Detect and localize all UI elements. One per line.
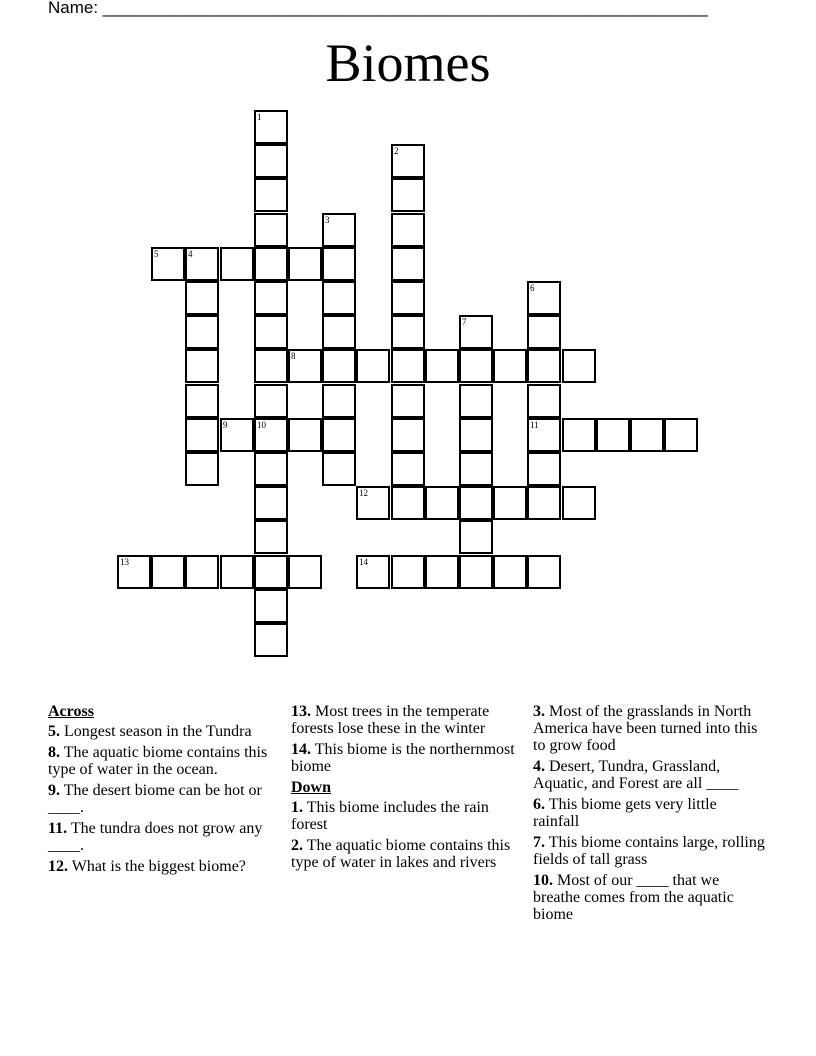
crossword-cell[interactable] xyxy=(425,555,459,589)
crossword-cell[interactable] xyxy=(117,555,151,589)
clue-across-13: 13. Most trees in the temperate forests lose these in the winter xyxy=(291,703,490,737)
crossword-cell[interactable] xyxy=(185,384,219,418)
crossword-cell[interactable] xyxy=(391,178,425,212)
crossword-cell[interactable] xyxy=(254,418,288,452)
crossword-cell[interactable] xyxy=(459,452,493,486)
crossword-cell[interactable] xyxy=(527,486,561,520)
crossword-cell[interactable] xyxy=(254,623,288,657)
crossword-cell[interactable] xyxy=(322,247,356,281)
name-field-label: Name: ________________________________________________________________ xyxy=(48,0,708,17)
crossword-cell[interactable] xyxy=(288,418,322,452)
crossword-cell[interactable] xyxy=(356,349,390,383)
crossword-cell[interactable] xyxy=(254,213,288,247)
crossword-cell[interactable] xyxy=(254,520,288,554)
crossword-cell[interactable] xyxy=(527,349,561,383)
crossword-cell[interactable] xyxy=(220,247,254,281)
crossword-cell[interactable] xyxy=(391,281,425,315)
crossword-cell[interactable] xyxy=(562,486,596,520)
clue-down-6: 6. This biome gets very little rainfall xyxy=(533,796,717,830)
crossword-cell[interactable] xyxy=(391,384,425,418)
clue-number: 3 xyxy=(325,215,330,225)
crossword-cell[interactable] xyxy=(459,520,493,554)
crossword-cell[interactable] xyxy=(322,349,356,383)
crossword-cell[interactable] xyxy=(425,486,459,520)
clue-number: 13 xyxy=(120,557,129,567)
crossword-cell[interactable] xyxy=(220,555,254,589)
crossword-cell[interactable] xyxy=(185,452,219,486)
crossword-cell[interactable] xyxy=(185,281,219,315)
clue-down-1: 1. This biome includes the rain forest xyxy=(291,799,489,833)
crossword-cell[interactable] xyxy=(527,555,561,589)
crossword-cell[interactable] xyxy=(356,555,390,589)
clue-number: 14 xyxy=(359,557,368,567)
crossword-cell[interactable] xyxy=(459,555,493,589)
crossword-cell[interactable] xyxy=(254,281,288,315)
crossword-cell[interactable] xyxy=(391,213,425,247)
crossword-cell[interactable] xyxy=(220,418,254,452)
crossword-cell[interactable] xyxy=(322,384,356,418)
crossword-cell[interactable] xyxy=(391,315,425,349)
crossword-cell[interactable] xyxy=(391,486,425,520)
crossword-cell[interactable] xyxy=(288,349,322,383)
crossword-cell[interactable] xyxy=(185,555,219,589)
crossword-cell[interactable] xyxy=(322,452,356,486)
crossword-cell[interactable] xyxy=(185,315,219,349)
crossword-cell[interactable] xyxy=(254,452,288,486)
crossword-cell[interactable] xyxy=(151,555,185,589)
crossword-cell[interactable] xyxy=(493,349,527,383)
clue-number: 2 xyxy=(394,146,399,156)
clue-down-2: 2. The aquatic biome contains this type of water in lakes and rivers xyxy=(291,837,511,871)
clue-down-3: 3. Most of the grasslands in North America have been turned into this to grow food xyxy=(533,703,758,754)
crossword-cell[interactable] xyxy=(151,247,185,281)
crossword-cell[interactable] xyxy=(459,418,493,452)
crossword-cell[interactable] xyxy=(254,247,288,281)
crossword-cell[interactable] xyxy=(322,281,356,315)
crossword-cell[interactable] xyxy=(391,555,425,589)
crossword-cell[interactable] xyxy=(391,452,425,486)
crossword-cell[interactable] xyxy=(459,315,493,349)
clue-number: 4 xyxy=(188,249,193,259)
crossword-cell[interactable] xyxy=(493,486,527,520)
crossword-cell[interactable] xyxy=(630,418,664,452)
clue-across-14: 14. This biome is the northernmost biome xyxy=(291,741,515,775)
clue-across-12: 12. What is the biggest biome? xyxy=(48,858,246,875)
clue-number: 6 xyxy=(530,283,535,293)
clue-down-10: 10. Most of our ____ that we breathe comes from the aquatic biome xyxy=(533,872,734,923)
clue-across-8: 8. The aquatic biome contains this type of water in the ocean. xyxy=(48,744,268,778)
crossword-cell[interactable] xyxy=(459,384,493,418)
crossword-cell[interactable] xyxy=(254,110,288,144)
crossword-cell[interactable] xyxy=(391,144,425,178)
crossword-cell[interactable] xyxy=(527,418,561,452)
clue-number: 9 xyxy=(223,420,228,430)
crossword-cell[interactable] xyxy=(391,349,425,383)
down-heading: Down xyxy=(291,779,332,796)
clue-across-5: 5. Longest season in the Tundra xyxy=(48,723,252,740)
crossword-cell[interactable] xyxy=(254,349,288,383)
crossword-cell[interactable] xyxy=(254,178,288,212)
clue-number: 12 xyxy=(359,488,368,498)
clue-number: 7 xyxy=(462,317,467,327)
crossword-cell[interactable] xyxy=(664,418,698,452)
crossword-cell[interactable] xyxy=(288,247,322,281)
clue-column-3 xyxy=(533,703,765,927)
crossword-cell[interactable] xyxy=(322,213,356,247)
clue-number: 10 xyxy=(257,420,266,430)
clue-number: 5 xyxy=(154,249,159,259)
clue-number: 8 xyxy=(291,351,296,361)
clue-number: 1 xyxy=(257,112,262,122)
clue-column-1 xyxy=(48,703,280,879)
crossword-cell[interactable] xyxy=(391,247,425,281)
crossword-cell[interactable] xyxy=(254,555,288,589)
crossword-cell[interactable] xyxy=(527,384,561,418)
crossword-cell[interactable] xyxy=(185,349,219,383)
clue-number: 11 xyxy=(530,420,539,430)
clue-across-9: 9. The desert biome can be hot or ____. xyxy=(48,782,262,816)
crossword-cell[interactable] xyxy=(562,418,596,452)
clue-column-2 xyxy=(291,703,523,875)
crossword-cell[interactable] xyxy=(527,452,561,486)
crossword-cell[interactable] xyxy=(596,418,630,452)
clue-across-11: 11. The tundra does not grow any ____. xyxy=(48,820,263,854)
crossword-cell[interactable] xyxy=(322,418,356,452)
crossword-cell[interactable] xyxy=(254,589,288,623)
crossword-cell[interactable] xyxy=(288,555,322,589)
crossword-cell[interactable] xyxy=(425,349,459,383)
crossword-cell[interactable] xyxy=(254,384,288,418)
crossword-cell[interactable] xyxy=(527,315,561,349)
clue-down-7: 7. This biome contains large, rolling fields of tall grass xyxy=(533,834,765,868)
crossword-cell[interactable] xyxy=(254,486,288,520)
crossword-cell[interactable] xyxy=(493,555,527,589)
crossword-cell[interactable] xyxy=(185,247,219,281)
crossword-cell[interactable] xyxy=(356,486,390,520)
crossword-cell[interactable] xyxy=(527,281,561,315)
crossword-cell[interactable] xyxy=(185,418,219,452)
page-title: Biomes xyxy=(325,33,491,93)
crossword-cell[interactable] xyxy=(459,349,493,383)
crossword-cell[interactable] xyxy=(322,315,356,349)
crossword-cell[interactable] xyxy=(391,418,425,452)
crossword-cell[interactable] xyxy=(562,349,596,383)
across-heading: Across xyxy=(48,703,94,720)
crossword-cell[interactable] xyxy=(254,144,288,178)
crossword-cell[interactable] xyxy=(254,315,288,349)
clue-down-4: 4. Desert, Tundra, Grassland, Aquatic, and Forest are all ____ xyxy=(533,758,739,792)
crossword-cell[interactable] xyxy=(459,486,493,520)
